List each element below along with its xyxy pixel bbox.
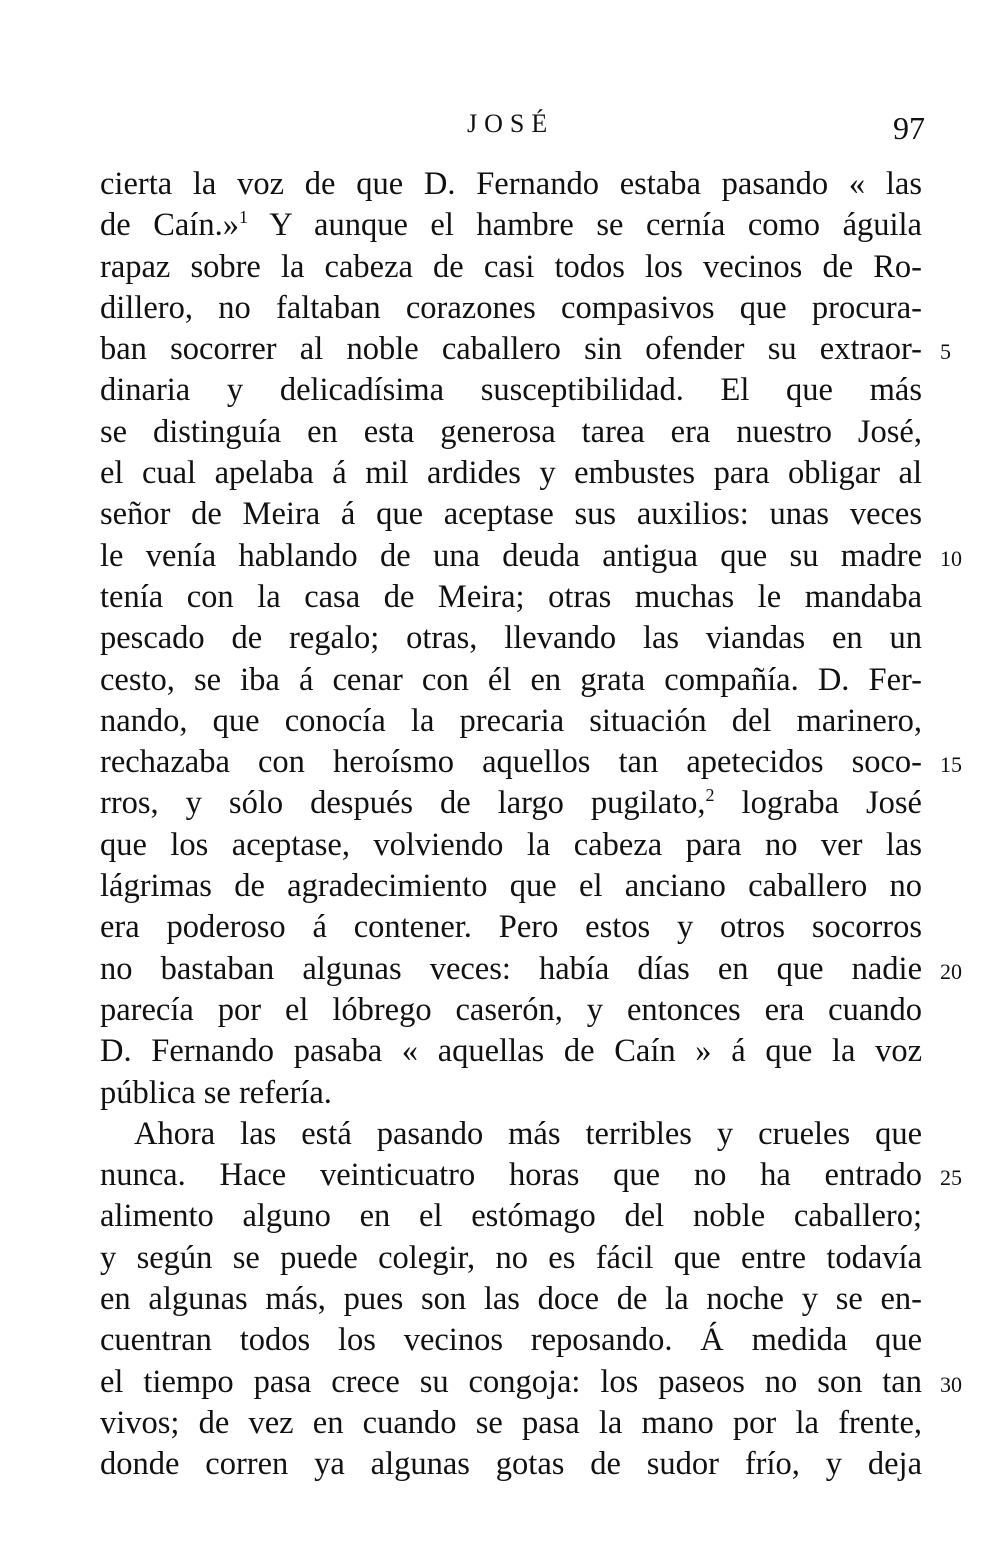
line-text: tenía con la casa de Meira; otras muchas le mandaba bbox=[100, 578, 922, 615]
text-line bbox=[100, 412, 922, 453]
line-text: cuentran todos los vecinos reposando. Á medida que bbox=[100, 1322, 922, 1359]
line-text: cesto, se iba á cenar con él en grata compañía. D. Fer- bbox=[100, 661, 922, 698]
footnote-marker: 2 bbox=[705, 785, 715, 806]
line-text: ban socorrer al noble caballero sin ofender su extraor- bbox=[100, 331, 922, 368]
line-text: se distinguía en esta generosa tarea era nuestro José, bbox=[100, 413, 922, 450]
text-line bbox=[100, 990, 922, 1031]
line-text: rechazaba con heroísmo aquellos tan apetecidos soco- bbox=[100, 744, 922, 781]
footnote-marker: 1 bbox=[238, 207, 248, 228]
margin-line-number: 15 bbox=[940, 752, 962, 778]
text-line bbox=[100, 1279, 922, 1320]
line-text: rapaz sobre la cabeza de casi todos los vecinos de Ro- bbox=[100, 248, 922, 285]
text-line bbox=[100, 949, 922, 990]
margin-line-number: 10 bbox=[940, 545, 962, 571]
line-text: no bastaban algunas veces: había días en que nadie bbox=[100, 950, 922, 987]
text-line bbox=[100, 742, 922, 783]
text-line bbox=[100, 329, 922, 370]
line-text: en algunas más, pues son las doce de la noche y se en- bbox=[100, 1281, 922, 1318]
margin-line-number: 5 bbox=[940, 339, 951, 365]
line-text: que los aceptase, volviendo la cabeza para no ver las bbox=[100, 826, 922, 863]
line-text: alimento alguno en el estómago del noble caballero; bbox=[100, 1198, 922, 1235]
text-line bbox=[100, 866, 922, 907]
text-line bbox=[100, 370, 922, 411]
text-line bbox=[100, 1196, 922, 1237]
line-text: dinaria y delicadísima susceptibilidad. El que más bbox=[100, 372, 922, 409]
text-line bbox=[100, 453, 922, 494]
line-text-continued: lograba José bbox=[714, 785, 922, 822]
text-line bbox=[100, 1238, 922, 1279]
line-text: era poderoso á contener. Pero estos y otros socorros bbox=[100, 909, 922, 946]
line-text: el tiempo pasa crece su congoja: los paseos no son tan bbox=[100, 1363, 922, 1400]
line-text: vivos; de vez en cuando se pasa la mano por la frente, bbox=[100, 1404, 922, 1441]
line-text: señor de Meira á que aceptase sus auxilios: unas veces bbox=[100, 496, 922, 533]
text-line bbox=[100, 1155, 922, 1196]
body-text bbox=[100, 164, 922, 1486]
line-text: le venía hablando de una deuda antigua que su madre bbox=[100, 537, 922, 574]
text-line bbox=[100, 618, 922, 659]
text-line bbox=[100, 1320, 922, 1361]
margin-line-number: 20 bbox=[940, 958, 962, 984]
text-line bbox=[100, 907, 922, 948]
text-line bbox=[100, 247, 922, 288]
text-line bbox=[100, 660, 922, 701]
text-line bbox=[100, 288, 922, 329]
line-text: nunca. Hace veinticuatro horas que no ha entrado bbox=[100, 1157, 922, 1194]
text-line bbox=[100, 1403, 922, 1444]
line-text-continued: Y aunque el hambre se cernía como águila bbox=[247, 207, 922, 244]
text-line bbox=[100, 1073, 922, 1114]
text-line bbox=[100, 1114, 922, 1155]
page-number: 97 bbox=[893, 110, 925, 146]
text-line bbox=[100, 825, 922, 866]
line-text: D. Fernando pasaba « aquellas de Caín » á que la voz bbox=[100, 1033, 922, 1070]
line-text: cierta la voz de que D. Fernando estaba pasando « las bbox=[100, 166, 922, 202]
line-text: el cual apelaba á mil ardides y embustes para obligar al bbox=[100, 455, 922, 492]
margin-line-number: 30 bbox=[940, 1371, 962, 1397]
line-text: pública se refería. bbox=[100, 1074, 332, 1111]
text-line bbox=[100, 783, 922, 824]
line-text: de Caín.» bbox=[100, 207, 239, 244]
text-line bbox=[100, 1444, 922, 1485]
text-line bbox=[100, 494, 922, 535]
line-text: Ahora las está pasando más terribles y crueles que bbox=[134, 1115, 922, 1152]
running-head-title: JOSÉ bbox=[467, 109, 555, 138]
line-text: donde corren ya algunas gotas de sudor frío, y deja bbox=[100, 1446, 922, 1483]
text-line bbox=[100, 701, 922, 742]
line-text: pescado de regalo; otras, llevando las viandas en un bbox=[100, 620, 922, 657]
text-line bbox=[100, 164, 922, 205]
text-line bbox=[100, 205, 922, 246]
text-line bbox=[100, 1031, 922, 1072]
line-text: y según se puede colegir, no es fácil que entre todavía bbox=[100, 1239, 922, 1276]
line-text: parecía por el lóbrego caserón, y entonces era cuando bbox=[100, 991, 922, 1028]
text-line bbox=[100, 577, 922, 618]
line-text: rros, y sólo después de largo pugilato, bbox=[100, 785, 706, 822]
line-text: nando, que conocía la precaria situación del marinero, bbox=[100, 702, 922, 739]
line-text: dillero, no faltaban corazones compasivos que procura- bbox=[100, 289, 922, 326]
text-line bbox=[100, 536, 922, 577]
line-text: lágrimas de agradecimiento que el anciano caballero no bbox=[100, 868, 922, 905]
margin-line-number: 25 bbox=[940, 1165, 962, 1191]
text-line bbox=[100, 1362, 922, 1403]
